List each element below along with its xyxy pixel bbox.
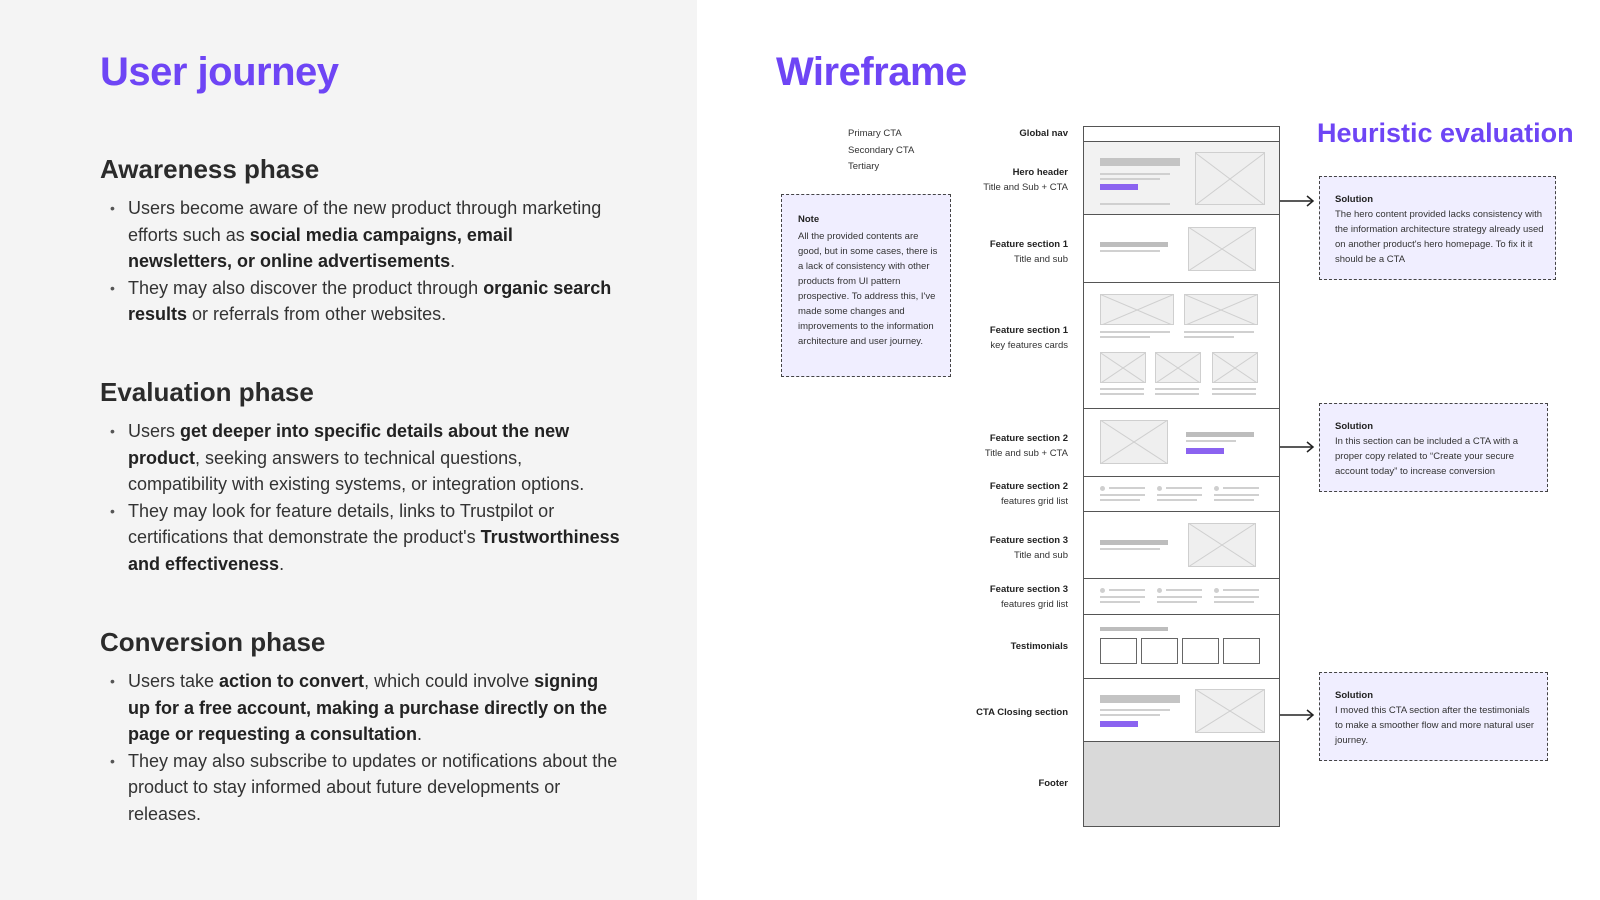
image-placeholder	[1100, 420, 1168, 464]
solution-box	[1319, 176, 1556, 280]
label-feature-2-grid: Feature section 2 features grid list	[989, 481, 1068, 507]
wf-cta-closing	[1084, 679, 1279, 742]
heuristic-evaluation-title: Heuristic evaluation	[1317, 118, 1574, 148]
wf-testimonials	[1084, 615, 1279, 679]
solution-title: Solution	[1335, 421, 1373, 432]
label-hero-header: Hero header Title and Sub + CTA	[983, 167, 1068, 193]
arrow-right-icon	[1280, 709, 1315, 721]
legend-primary-cta: Primary CTA	[848, 128, 902, 139]
cta-legend	[848, 126, 914, 176]
wf-footer	[1084, 742, 1279, 826]
primary-cta	[1100, 721, 1138, 727]
label-global-nav: Global nav	[1019, 128, 1068, 139]
solution-box	[1319, 403, 1548, 492]
phase-title: Evaluation phase	[100, 377, 314, 407]
arrow-right-icon	[1280, 195, 1315, 207]
image-placeholder	[1188, 523, 1256, 567]
solution-text: In this section can be included a CTA with a proper copy related to “Create your secure account today” to increase conversion	[1335, 436, 1519, 477]
label-feature-1: Feature section 1 Title and sub	[989, 239, 1068, 265]
phase-title: Awareness phase	[100, 154, 320, 184]
solution-box	[1319, 672, 1548, 761]
wf-feature-3-grid	[1084, 579, 1279, 615]
label-feature-3: Feature section 3 Title and sub	[989, 535, 1068, 561]
phase-title: Conversion phase	[100, 627, 326, 657]
image-placeholder	[1188, 227, 1256, 271]
wf-feature-2	[1084, 409, 1279, 477]
wireframe-column	[1083, 126, 1280, 827]
card-placeholder	[1100, 294, 1174, 325]
solution-title: Solution	[1335, 690, 1373, 701]
wf-global-nav	[1084, 127, 1279, 142]
wf-feature-1	[1084, 215, 1279, 283]
phase-bullet: • They may also discover the product through organic search results or referrals from other websites.	[100, 275, 620, 328]
wf-feature-3	[1084, 512, 1279, 579]
image-placeholder	[1195, 152, 1265, 205]
card-placeholder	[1184, 294, 1258, 325]
wf-feature-2-grid	[1084, 477, 1279, 512]
label-feature-1-cards: Feature section 1 key features cards	[989, 325, 1068, 351]
phase-bullet: • Users get deeper into specific details about the new product, seeking answers to technical questions, compatibility with existing systems, or integration options.	[100, 418, 620, 498]
label-cta-closing: CTA Closing section	[976, 707, 1068, 718]
wf-feature-1-cards	[1084, 283, 1279, 409]
card-placeholder	[1212, 352, 1258, 383]
card-placeholder	[1155, 352, 1201, 383]
note-box	[781, 194, 951, 377]
awareness-phase	[100, 154, 620, 328]
phase-bullet: • They may look for feature details, links to Trustpilot or certifications that demonstrate the product's Trustworthiness and effectiveness.	[100, 498, 620, 578]
user-journey-panel	[0, 0, 697, 900]
wf-hero-header	[1084, 142, 1279, 215]
testimonial-card	[1141, 638, 1178, 664]
user-journey-title: User journey	[100, 50, 339, 94]
phase-bullet: • They may also subscribe to updates or notifications about the product to stay informed about future developments or releases.	[100, 748, 620, 828]
conversion-phase	[100, 627, 620, 827]
primary-cta	[1100, 184, 1138, 190]
testimonial-card	[1182, 638, 1219, 664]
testimonial-card	[1100, 638, 1137, 664]
label-footer: Footer	[1038, 778, 1068, 789]
image-placeholder	[1195, 689, 1265, 733]
solution-text: I moved this CTA section after the testimonials to make a smoother flow and more natural user journey.	[1335, 705, 1535, 746]
solution-title: Solution	[1335, 194, 1373, 205]
label-testimonials: Testimonials	[1010, 641, 1068, 652]
legend-tertiary: Tertiary	[848, 161, 880, 172]
label-feature-2: Feature section 2 Title and sub + CTA	[984, 433, 1068, 459]
evaluation-phase	[100, 377, 620, 577]
note-title: Note	[798, 214, 820, 225]
wireframe-title: Wireframe	[776, 50, 967, 94]
legend-secondary-cta: Secondary CTA	[848, 144, 915, 156]
card-placeholder	[1100, 352, 1146, 383]
testimonial-card	[1223, 638, 1260, 664]
phase-bullet: • Users become aware of the new product through marketing efforts such as social media campaigns, email newsletters, or online advertisements.	[100, 195, 620, 275]
label-feature-3-grid: Feature section 3 features grid list	[989, 584, 1068, 610]
note-text: All the provided contents are good, but in some cases, there is a lack of consistency with other products from UI pattern prospective. To address this, I've made some changes and improvements to the information architecture and user journey.	[798, 231, 938, 347]
primary-cta	[1186, 448, 1224, 454]
solution-text: The hero content provided lacks consistency with the information architecture strategy already used on another product's hero homepage. To fix it it should be a CTA	[1335, 209, 1544, 265]
arrow-right-icon	[1280, 441, 1315, 453]
phase-bullet: • Users take action to convert, which could involve signing up for a free account, making a purchase directly on the page or requesting a consultation.	[100, 668, 620, 748]
